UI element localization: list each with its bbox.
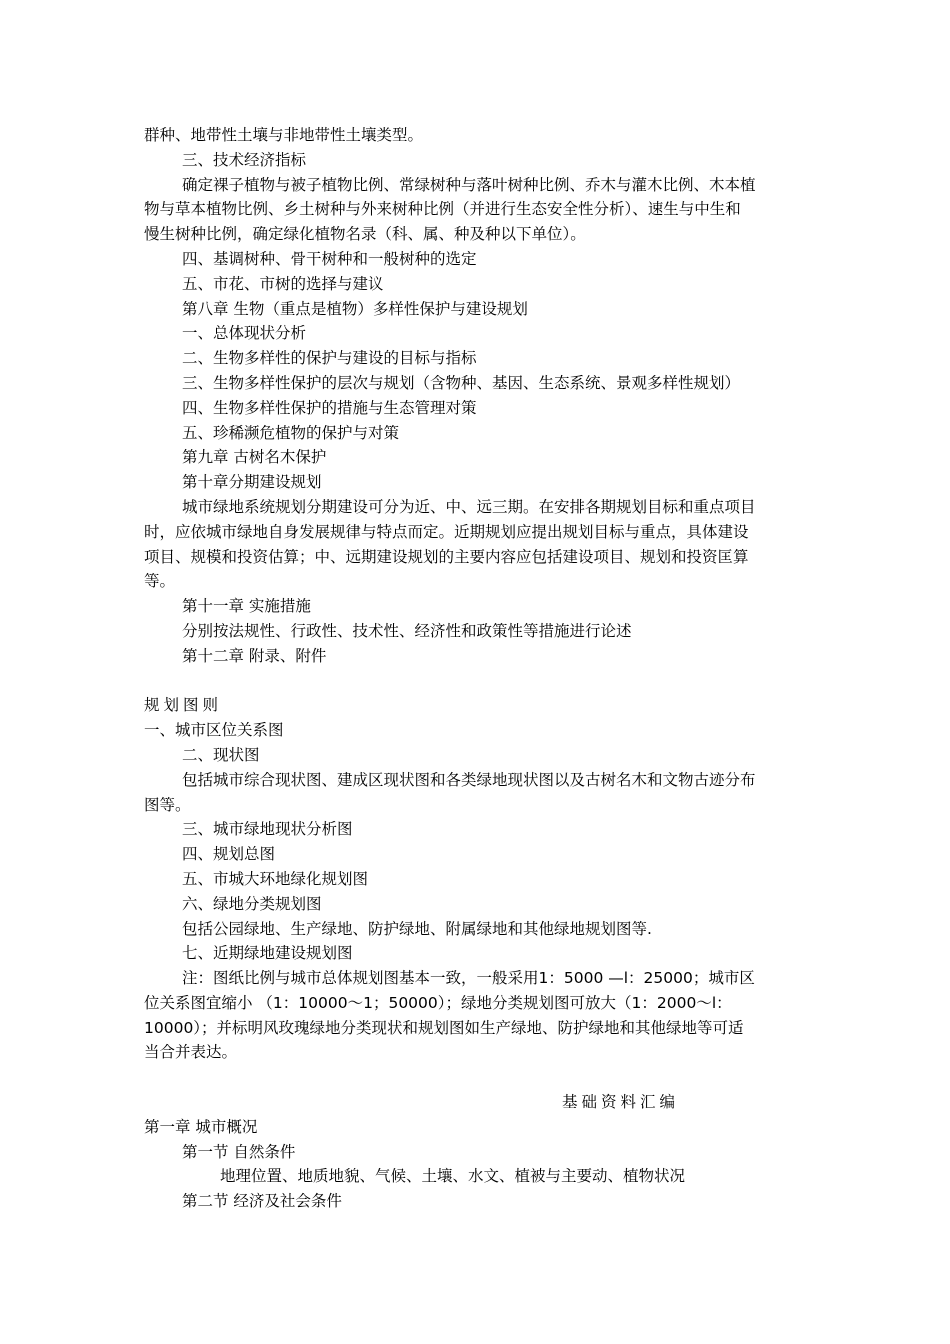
section-heading: 一、总体现状分析 (182, 324, 307, 343)
blank-line (144, 669, 814, 694)
section-heading: 第二节 经济及社会条件 (182, 1192, 342, 1211)
text-line: 等。 (144, 572, 176, 591)
text-line: 城市绿地系统规划分期建设可分为近、中、远三期。在安排各期规划目标和重点项目 (182, 497, 756, 516)
section-heading: 三、技术经济指标 (182, 150, 307, 169)
section-heading: 二、现状图 (182, 745, 260, 764)
document-page (144, 123, 814, 1214)
text-line: 慢生树种比例，确定绿化植物名录（科、属、种及种以下单位）。 (144, 225, 586, 244)
text-line: 物与草本植物比例、乡土树种与外来树种比例（并进行生态安全性分析）、速生与中生和 (144, 200, 741, 219)
text-line: 确定裸子植物与被子植物比例、常绿树种与落叶树种比例、乔木与灌木比例、木本植 (182, 175, 756, 194)
note-line: 当合并表达。 (144, 1043, 238, 1062)
text-line: 时，应依城市绿地自身发展规律与特点而定。近期规划应提出规划目标与重点，具体建设 (144, 522, 749, 541)
text-line: 图等。 (144, 795, 191, 814)
part-title: 规划图则 (144, 696, 223, 715)
section-heading: 五、市花、市树的选择与建议 (182, 274, 384, 293)
text-line: 群种、地带性土壤与非地带性土壤类型。 (144, 126, 424, 144)
chapter-heading: 第一章 城市概况 (144, 1117, 258, 1136)
section-heading: 六、绿地分类规划图 (182, 894, 322, 913)
blank-line (144, 1065, 814, 1090)
section-heading: 五、珍稀濒危植物的保护与对策 (182, 423, 400, 442)
section-heading: 四、规划总图 (182, 845, 276, 864)
chapter-heading: 第八章 生物（重点是植物）多样性保护与建设规划 (182, 299, 528, 318)
section-heading: 一、城市区位关系图 (144, 721, 284, 740)
chapter-heading: 第十章分期建设规划 (182, 473, 322, 492)
text-line: 分别按法规性、行政性、技术性、经济性和政策性等措施进行论述 (182, 621, 632, 640)
section-heading: 三、城市绿地现状分析图 (182, 820, 353, 839)
section-heading: 四、基调树种、骨干树种和一般树种的选定 (182, 249, 477, 268)
text-line: 地理位置、地质地貌、气候、土壤、水文、植被与主要动、植物状况 (220, 1167, 686, 1186)
section-heading: 三、生物多样性保护的层次与规划（含物种、基因、生态系统、景观多样性规划） (182, 373, 741, 392)
text-line: 包括公园绿地、生产绿地、防护绿地、附属绿地和其他绿地规划图等. (182, 919, 652, 938)
note-line: 注：图纸比例与城市总体规划图基本一致，一般采用1：5000 —l：25000；城市区 (182, 969, 755, 988)
text-line: 包括城市综合现状图、建成区现状图和各类绿地现状图以及古树名木和文物古迹分布 (182, 770, 756, 789)
note-line: 10000）；并标明风玫瑰绿地分类现状和规划图如生产绿地、防护绿地和其他绿地等可适 (144, 1018, 744, 1037)
section-heading: 四、生物多样性保护的措施与生态管理对策 (182, 398, 477, 417)
section-heading: 二、生物多样性的保护与建设的目标与指标 (182, 349, 477, 368)
section-heading: 第一节 自然条件 (182, 1142, 296, 1161)
chapter-heading: 第九章 古树名木保护 (182, 448, 327, 467)
chapter-heading: 第十一章 实施措施 (182, 597, 311, 616)
section-heading: 五、市城大环地绿化规划图 (182, 869, 369, 888)
part-title: 基础资料汇编 (562, 1093, 680, 1112)
chapter-heading: 第十二章 附录、附件 (182, 646, 327, 665)
section-heading: 七、近期绿地建设规划图 (182, 944, 353, 963)
note-line: 位关系图宜缩小 （1：10000～1；50000）；绿地分类规划图可放大（1：2000～l： (144, 993, 732, 1012)
text-line: 项目、规模和投资估算；中、远期建设规划的主要内容应包括建设项目、规划和投资匡算 (144, 547, 749, 566)
